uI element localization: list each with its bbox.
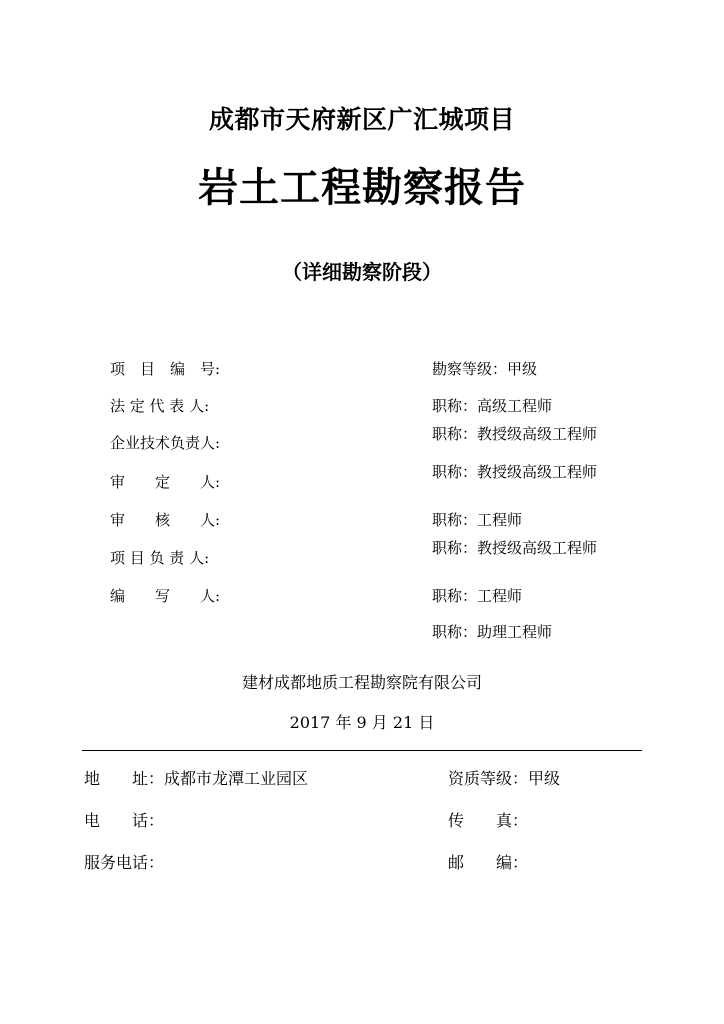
assistant-title: 职称：助理工程师 [432, 623, 553, 641]
company-name: 建材成都地质工程勘察院有限公司 [241, 673, 482, 692]
author-label: 编 写 人: [110, 587, 221, 605]
project-lead-label: 项 目 负 责 人: [110, 549, 210, 567]
legal-representative-label: 法 定 代 表 人: [110, 397, 210, 415]
service-phone: 服务电话： [84, 853, 165, 872]
project-name: 成都市天府新区广汇城项目 [208, 105, 515, 134]
reviewer-label: 审 核 人: [110, 511, 221, 529]
postcode: 邮 编： [448, 853, 529, 872]
legal-representative-title: 职称：高级工程师 [432, 397, 553, 415]
project-lead-title: 职称：教授级高级工程师 [432, 539, 598, 557]
reviewer-title: 职称：工程师 [432, 511, 523, 529]
project-number-label: 项 目 编 号: [110, 360, 221, 378]
technical-lead-title: 职称：教授级高级工程师 [432, 425, 598, 443]
approver-label: 审 定 人: [110, 473, 221, 491]
footer-divider [82, 750, 642, 751]
technical-lead-label: 企业技术负责人: [110, 434, 221, 452]
phone: 电 话： [84, 811, 165, 830]
report-title: 岩土工程勘察报告 [198, 165, 526, 211]
address: 地 址：成都市龙潭工业园区 [84, 769, 309, 788]
report-date: 2017 年 9 月 21 日 [289, 713, 435, 732]
fax: 传 真： [448, 811, 529, 830]
survey-grade: 勘察等级：甲级 [432, 360, 538, 378]
author-title: 职称：工程师 [432, 587, 523, 605]
approver-title: 职称：教授级高级工程师 [432, 463, 598, 481]
qualification: 资质等级：甲级 [448, 769, 561, 788]
survey-stage: （详细勘察阶段） [282, 260, 442, 284]
